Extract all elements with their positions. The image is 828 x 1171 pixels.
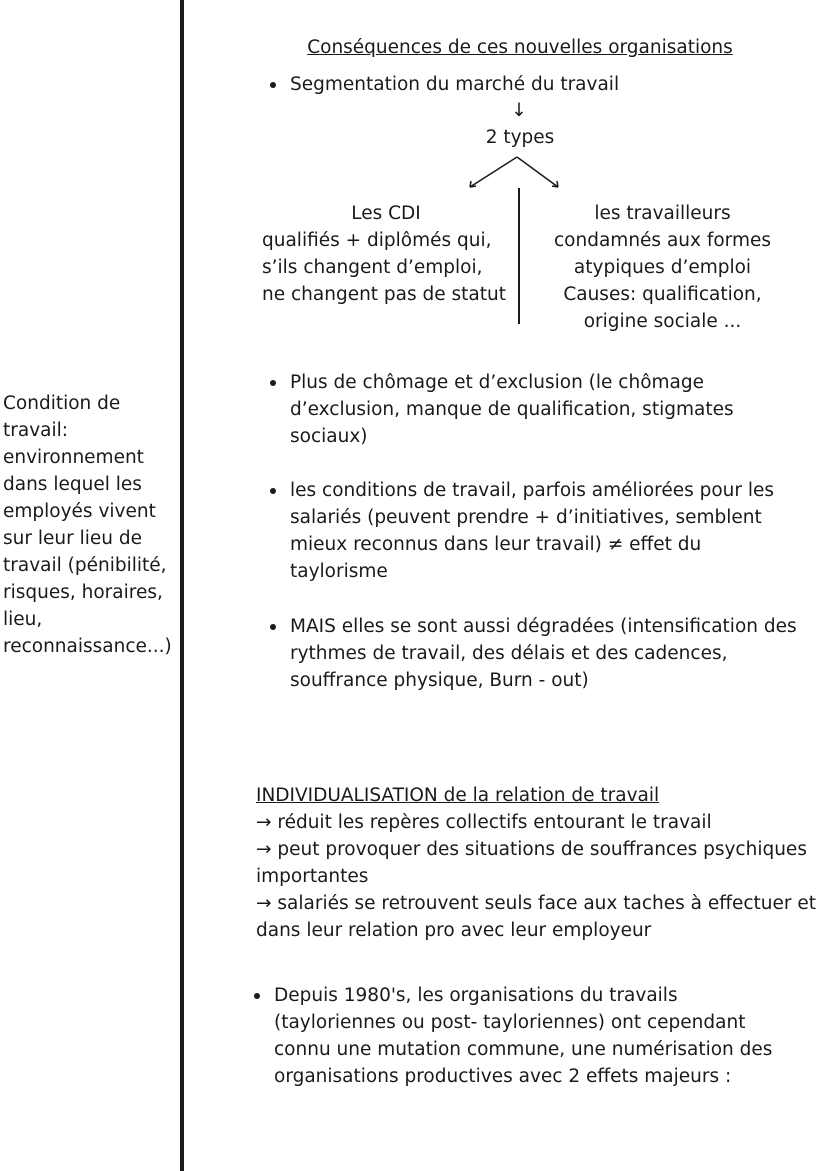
bullet-segmentation: Segmentation du marché du travail: [268, 71, 788, 98]
types-label: 2 types: [485, 127, 555, 148]
bullet-chomage: Plus de chômage et d’exclusion (le chômage d’exclusion, manque de qualification, stigmates sociaux): [268, 369, 788, 450]
right-column-atypiques: [540, 200, 785, 335]
bullet-list-conditions: [268, 477, 788, 585]
left-column-body: qualifiés + diplômés qui, s’ils changent d’emploi, ne changent pas de statut: [262, 230, 506, 305]
arrow-down-icon: ↓: [511, 100, 527, 121]
right-column-line: atypiques d’emploi: [573, 257, 752, 278]
side-note: Condition de travail: environnement dans lequel les employés vivent sur leur lieu de travail (pénibilité, risques, horaires, lieu, reconnaissance...): [3, 393, 172, 657]
individualisation-line: → peut provoquer des situations de souffrances psychiques importantes: [256, 839, 807, 887]
left-column-title: Les CDI: [351, 203, 421, 224]
bullet-list-segmentation: [268, 71, 788, 98]
bullet-list-depuis: [252, 982, 792, 1090]
branch-arrows-icon: [460, 155, 570, 195]
left-column-cdi: [262, 200, 510, 308]
section-title: Conséquences de ces nouvelles organisations: [307, 37, 733, 58]
bullet-list-mais: [268, 613, 808, 694]
right-column-line: les travailleurs: [594, 203, 731, 224]
bullet-mais: MAIS elles se sont aussi dégradées (intensification des rythmes de travail, des délais et des cadences, souffrance physique, Burn - out): [268, 613, 808, 694]
bullet-list-chomage: [268, 369, 788, 450]
individualisation-heading: INDIVIDUALISATION de la relation de travail: [256, 785, 660, 806]
margin-divider-line: [180, 0, 184, 1171]
right-column-line: condamnés aux formes: [554, 230, 771, 251]
right-column-line: origine sociale ...: [583, 311, 742, 332]
individualisation-line: → salariés se retrouvent seuls face aux taches à effectuer et dans leur relation pro avec leur employeur: [256, 893, 816, 941]
bullet-depuis: Depuis 1980's, les organisations du travails (tayloriennes ou post- tayloriennes) ont cependant connu une mutation commune, une numérisation des organisations productives avec 2 effets majeurs :: [252, 982, 792, 1090]
bullet-conditions: les conditions de travail, parfois améliorées pour les salariés (peuvent prendre + d’initiatives, semblent mieux reconnus dans leur travail) ≠ effet du taylorisme: [268, 477, 788, 585]
column-separator: [518, 188, 520, 324]
right-column-line: Causes: qualification,: [563, 284, 762, 305]
individualisation-block: [256, 782, 816, 944]
individualisation-line: → réduit les repères collectifs entourant le travail: [256, 812, 712, 833]
